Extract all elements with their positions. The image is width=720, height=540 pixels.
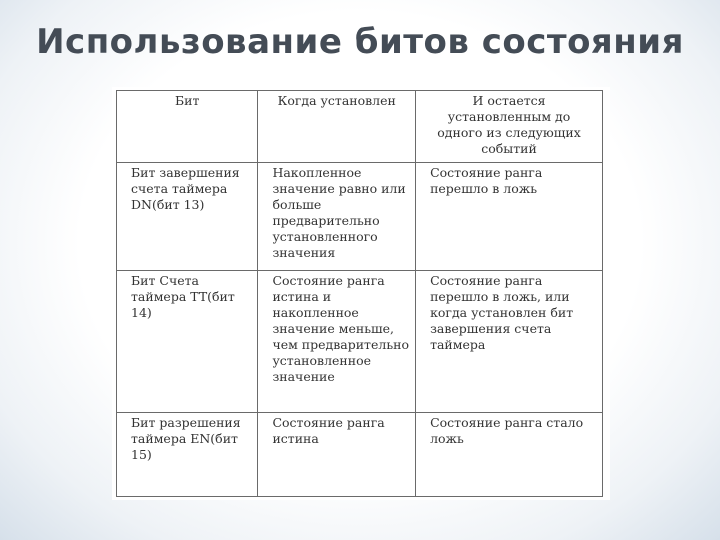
table-row bbox=[117, 163, 603, 271]
cell-when-set: Состояние ранга истина bbox=[258, 413, 416, 497]
cell-bit: Бит Счета таймера TT(бит 14) bbox=[117, 271, 258, 413]
table-row bbox=[117, 271, 603, 413]
slide-title: Использование битов состояния bbox=[36, 22, 684, 62]
cell-remains-set-until: Состояние ранга стало ложь bbox=[416, 413, 603, 497]
status-bits-table bbox=[116, 90, 603, 497]
status-bits-table-container bbox=[112, 87, 610, 500]
table-row bbox=[117, 413, 603, 497]
header-when-set: Когда установлен bbox=[258, 91, 416, 163]
cell-remains-set-until: Состояние ранга перешло в ложь bbox=[416, 163, 603, 271]
cell-when-set: Состояние ранга истина и накопленное значение меньше, чем предварительно установленное значение bbox=[258, 271, 416, 413]
cell-bit: Бит завершения счета таймера DN(бит 13) bbox=[117, 163, 258, 271]
header-remains-set-until: И остается установленным до одного из следующих событий bbox=[416, 91, 603, 163]
header-bit: Бит bbox=[117, 91, 258, 163]
cell-when-set: Накопленное значение равно или больше предварительно установленного значения bbox=[258, 163, 416, 271]
cell-bit: Бит разрешения таймера EN(бит 15) bbox=[117, 413, 258, 497]
table-header-row bbox=[117, 91, 603, 163]
cell-remains-set-until: Состояние ранга перешло в ложь, или когда установлен бит завершения счета таймера bbox=[416, 271, 603, 413]
